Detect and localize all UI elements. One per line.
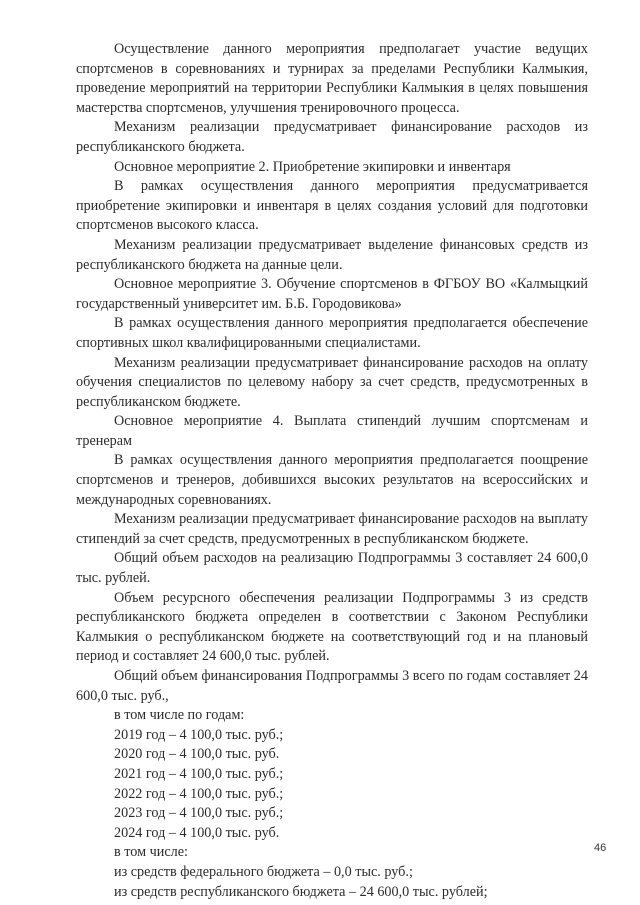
paragraph: Механизм реализации предусматривает выделение финансовых средств из республиканского бюджета на данные цели.: [76, 236, 588, 273]
section-heading: Основное мероприятие 4. Выплата стипендий лучшим спортсменам и тренерам: [76, 413, 588, 449]
list-line: из средств республиканского бюджета – 24 600,0 тыс. рублей;: [114, 883, 488, 900]
paragraph: Механизм реализации предусматривает финансирование расходов из республиканского бюджета.: [76, 119, 588, 155]
paragraph: Общий объем расходов на реализацию Подпрограммы 3 составляет 24 600,0 тыс. рублей.: [76, 550, 588, 587]
paragraph: В рамках осуществления данного мероприятия предполагается обеспечение спортивных школ квалифицированными специалистами.: [76, 315, 588, 351]
paragraph: Механизм реализации предусматривает финансирование расходов на оплату обучения специалистов по целевому набору за счет средств, предусмотренных в республиканском бюджете.: [76, 354, 588, 410]
paragraph: Объем ресурсного обеспечения реализации Подпрограммы 3 из средств республиканского бюджета определен в соответствии с Законом Республики Калмыкия о республиканском бюджете на соответствующий год и на плановый период и составляет 24 600,0 тыс. рублей.: [76, 589, 588, 665]
paragraph: Осуществление данного мероприятия предполагает участие ведущих спортсменов в соревнованиях и турнирах за пределами Республики Калмыкия, проведение мероприятий на территории Республики Калмыкия в целях повышения мастерства спортсменов, улучшения тренировочного процесса.: [76, 41, 588, 116]
paragraph: Общий объем финансирования Подпрограммы 3 всего по годам составляет 24 600,0 тыс. руб.,: [76, 668, 588, 704]
section-heading: Основное мероприятие 3. Обучение спортсменов в ФГБОУ ВО «Калмыцкий государственный университет им. Б.Б. Городовикова»: [76, 276, 588, 312]
list-line: 2021 год – 4 100,0 тыс. руб.;: [114, 765, 284, 782]
list-line: 2024 год – 4 100,0 тыс. руб.: [114, 824, 280, 841]
list-line: в том числе:: [114, 844, 188, 861]
list-line: 2023 год – 4 100,0 тыс. руб.;: [114, 805, 284, 822]
list-line: 2019 год – 4 100,0 тыс. руб.;: [114, 726, 284, 743]
list-line: в том числе по годам:: [114, 707, 245, 724]
document-page: [76, 40, 588, 902]
paragraph: В рамках осуществления данного мероприятия предполагается поощрение спортсменов и тренеров, добившихся высоких результатов на всероссийских и международных соревнованиях.: [76, 452, 588, 508]
paragraph: Механизм реализации предусматривает финансирование расходов на выплату стипендий за счет средств, предусмотренных в республиканском бюджете.: [76, 511, 588, 547]
section-heading: Основное мероприятие 2. Приобретение экипировки и инвентаря: [114, 158, 511, 175]
list-line: 2020 год – 4 100,0 тыс. руб.: [114, 746, 280, 763]
list-line: из средств федерального бюджета – 0,0 тыс. руб.;: [114, 863, 413, 880]
list-line: 2022 год – 4 100,0 тыс. руб.;: [114, 785, 284, 802]
paragraph: В рамках осуществления данного мероприятия предусматривается приобретение экипировки и инвентаря в целях создания условий для подготовки спортсменов высокого класса.: [76, 178, 588, 234]
page-number: 46: [594, 842, 607, 854]
